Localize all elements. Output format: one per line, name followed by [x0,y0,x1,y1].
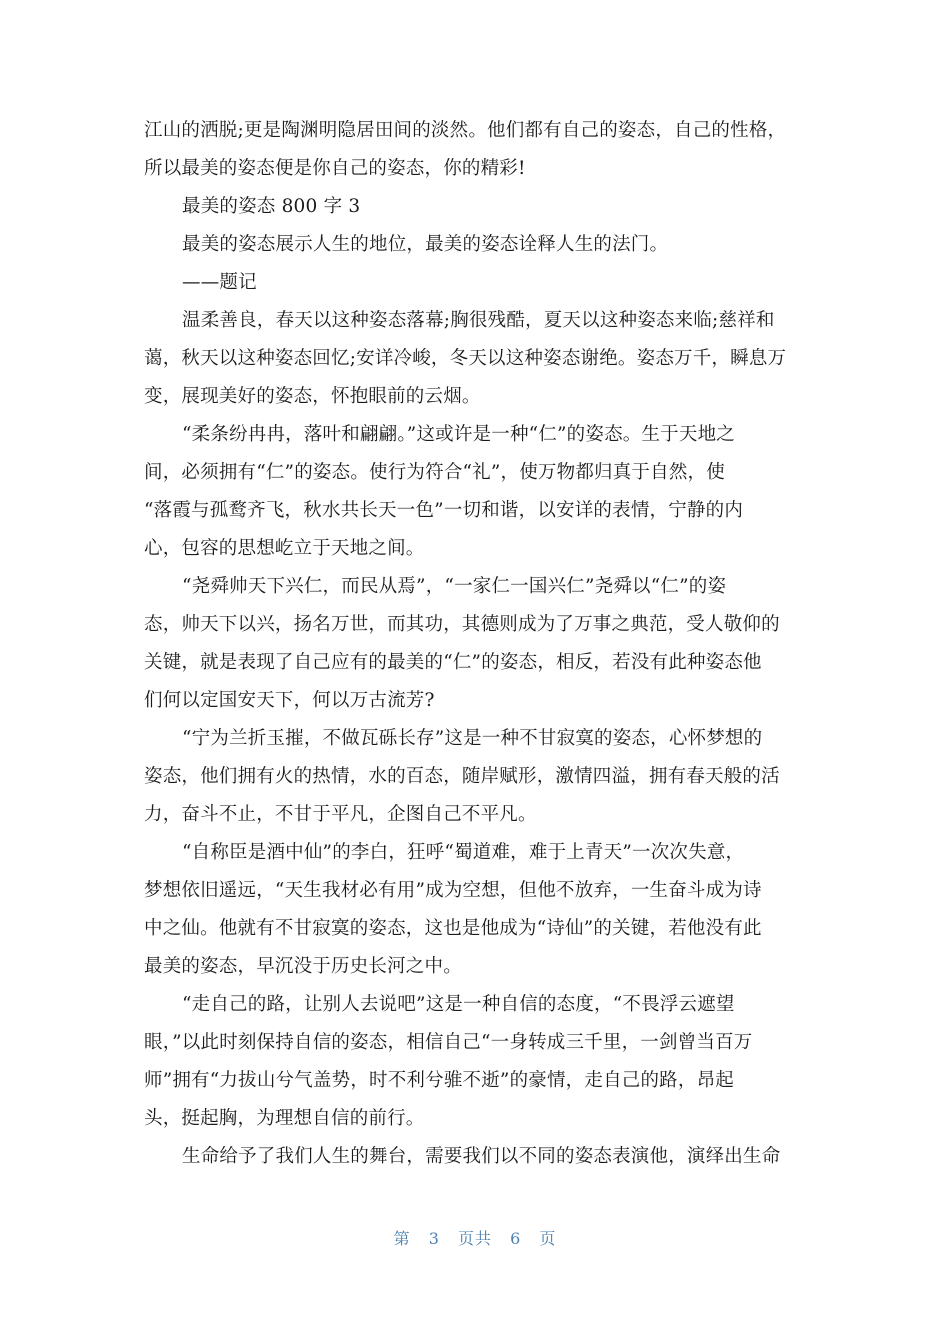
text-line: 最美的姿态，早沉没于历史长河之中。 [144,956,462,977]
paragraph [144,264,804,302]
text-line: 力，奋斗不止，不甘于平凡，企图自己不平凡。 [144,804,537,825]
text-line: “落霞与孤鹜齐飞，秋水共长天一色”一切和谐，以安详的表情，宁静的内 [144,500,744,521]
paragraph [144,112,804,188]
text-line: “尧舜帅天下兴仁，而民从焉”，“一家仁一国兴仁”尧舜以“仁”的姿 [182,576,727,597]
text-line: 生命给予了我们人生的舞台，需要我们以不同的姿态表演他，演绎出生命 [182,1146,781,1167]
text-line: “走自己的路，让别人去说吧”这是一种自信的态度，“不畏浮云遮望 [182,994,735,1015]
footer-prefix: 第 [393,1229,411,1248]
text-line: 最美的姿态 800 字 3 [182,196,361,217]
text-line: 温柔善良，春天以这种姿态落幕;胸很残酷，夏天以这种姿态来临;慈祥和 [182,310,775,331]
text-line: 所以最美的姿态便是你自己的姿态，你的精彩! [144,158,526,179]
page-footer [0,1226,950,1249]
text-line: 最美的姿态展示人生的地位，最美的姿态诠释人生的法门。 [182,234,669,255]
text-line: 蔼，秋天以这种姿态回忆;安详冷峻，冬天以这种姿态谢绝。姿态万千，瞬息万 [144,348,787,369]
text-line: 关键，就是表现了自己应有的最美的“仁”的姿态，相反，若没有此种姿态他 [144,652,762,673]
text-line: 中之仙。他就有不甘寂寞的姿态，这也是他成为“诗仙”的关键，若他没有此 [144,918,762,939]
text-line: 江山的洒脱;更是陶渊明隐居田间的淡然。他们都有自己的姿态，自己的性格， [144,120,787,141]
text-line: 师”拥有“力拔山兮气盖势，时不利兮骓不逝”的豪情，走自己的路，昂起 [144,1070,734,1091]
text-line: ——题记 [182,272,257,293]
footer-total-pages: 6 [510,1229,522,1248]
text-line: 心，包容的思想屹立于天地之间。 [144,538,425,559]
text-line: 态，帅天下以兴，扬名万世，而其功，其德则成为了万事之典范，受人敬仰的 [144,614,780,635]
text-line: 眼，”以此时刻保持自信的姿态，相信自己“一身转成三千里，一剑曾当百万 [144,1032,753,1053]
paragraph [144,986,804,1138]
paragraph [144,226,804,264]
text-line: 姿态，他们拥有火的热情，水的百态，随岸赋形，激情四溢，拥有春天般的活 [144,766,780,787]
document-body [144,112,804,1176]
footer-suffix: 页 [539,1229,557,1248]
paragraph [144,568,804,720]
footer-middle: 页共 [457,1229,492,1248]
paragraph [144,834,804,986]
paragraph [144,720,804,834]
paragraph [144,416,804,568]
text-line: 头，挺起胸，为理想自信的前行。 [144,1108,425,1129]
text-line: “柔条纷冉冉，落叶和翩翩。”这或许是一种“仁”的姿态。生于天地之 [182,424,735,445]
paragraph [144,302,804,416]
paragraph [144,188,804,226]
text-line: 间，必须拥有“仁”的姿态。使行为符合“礼”，使万物都归真于自然，使 [144,462,725,483]
text-line: 梦想依旧遥远，“天生我材必有用”成为空想，但他不放弃，一生奋斗成为诗 [144,880,762,901]
text-line: “宁为兰折玉摧，不做瓦砾长存”这是一种不甘寂寞的姿态，心怀梦想的 [182,728,763,749]
text-line: 变，展现美好的姿态，怀抱眼前的云烟。 [144,386,481,407]
paragraph [144,1138,804,1176]
text-line: “自称臣是酒中仙”的李白，狂呼“蜀道难，难于上青天”一次次失意， [182,842,745,863]
footer-current-page: 3 [428,1229,440,1248]
text-line: 们何以定国安天下，何以万古流芳? [144,690,435,711]
